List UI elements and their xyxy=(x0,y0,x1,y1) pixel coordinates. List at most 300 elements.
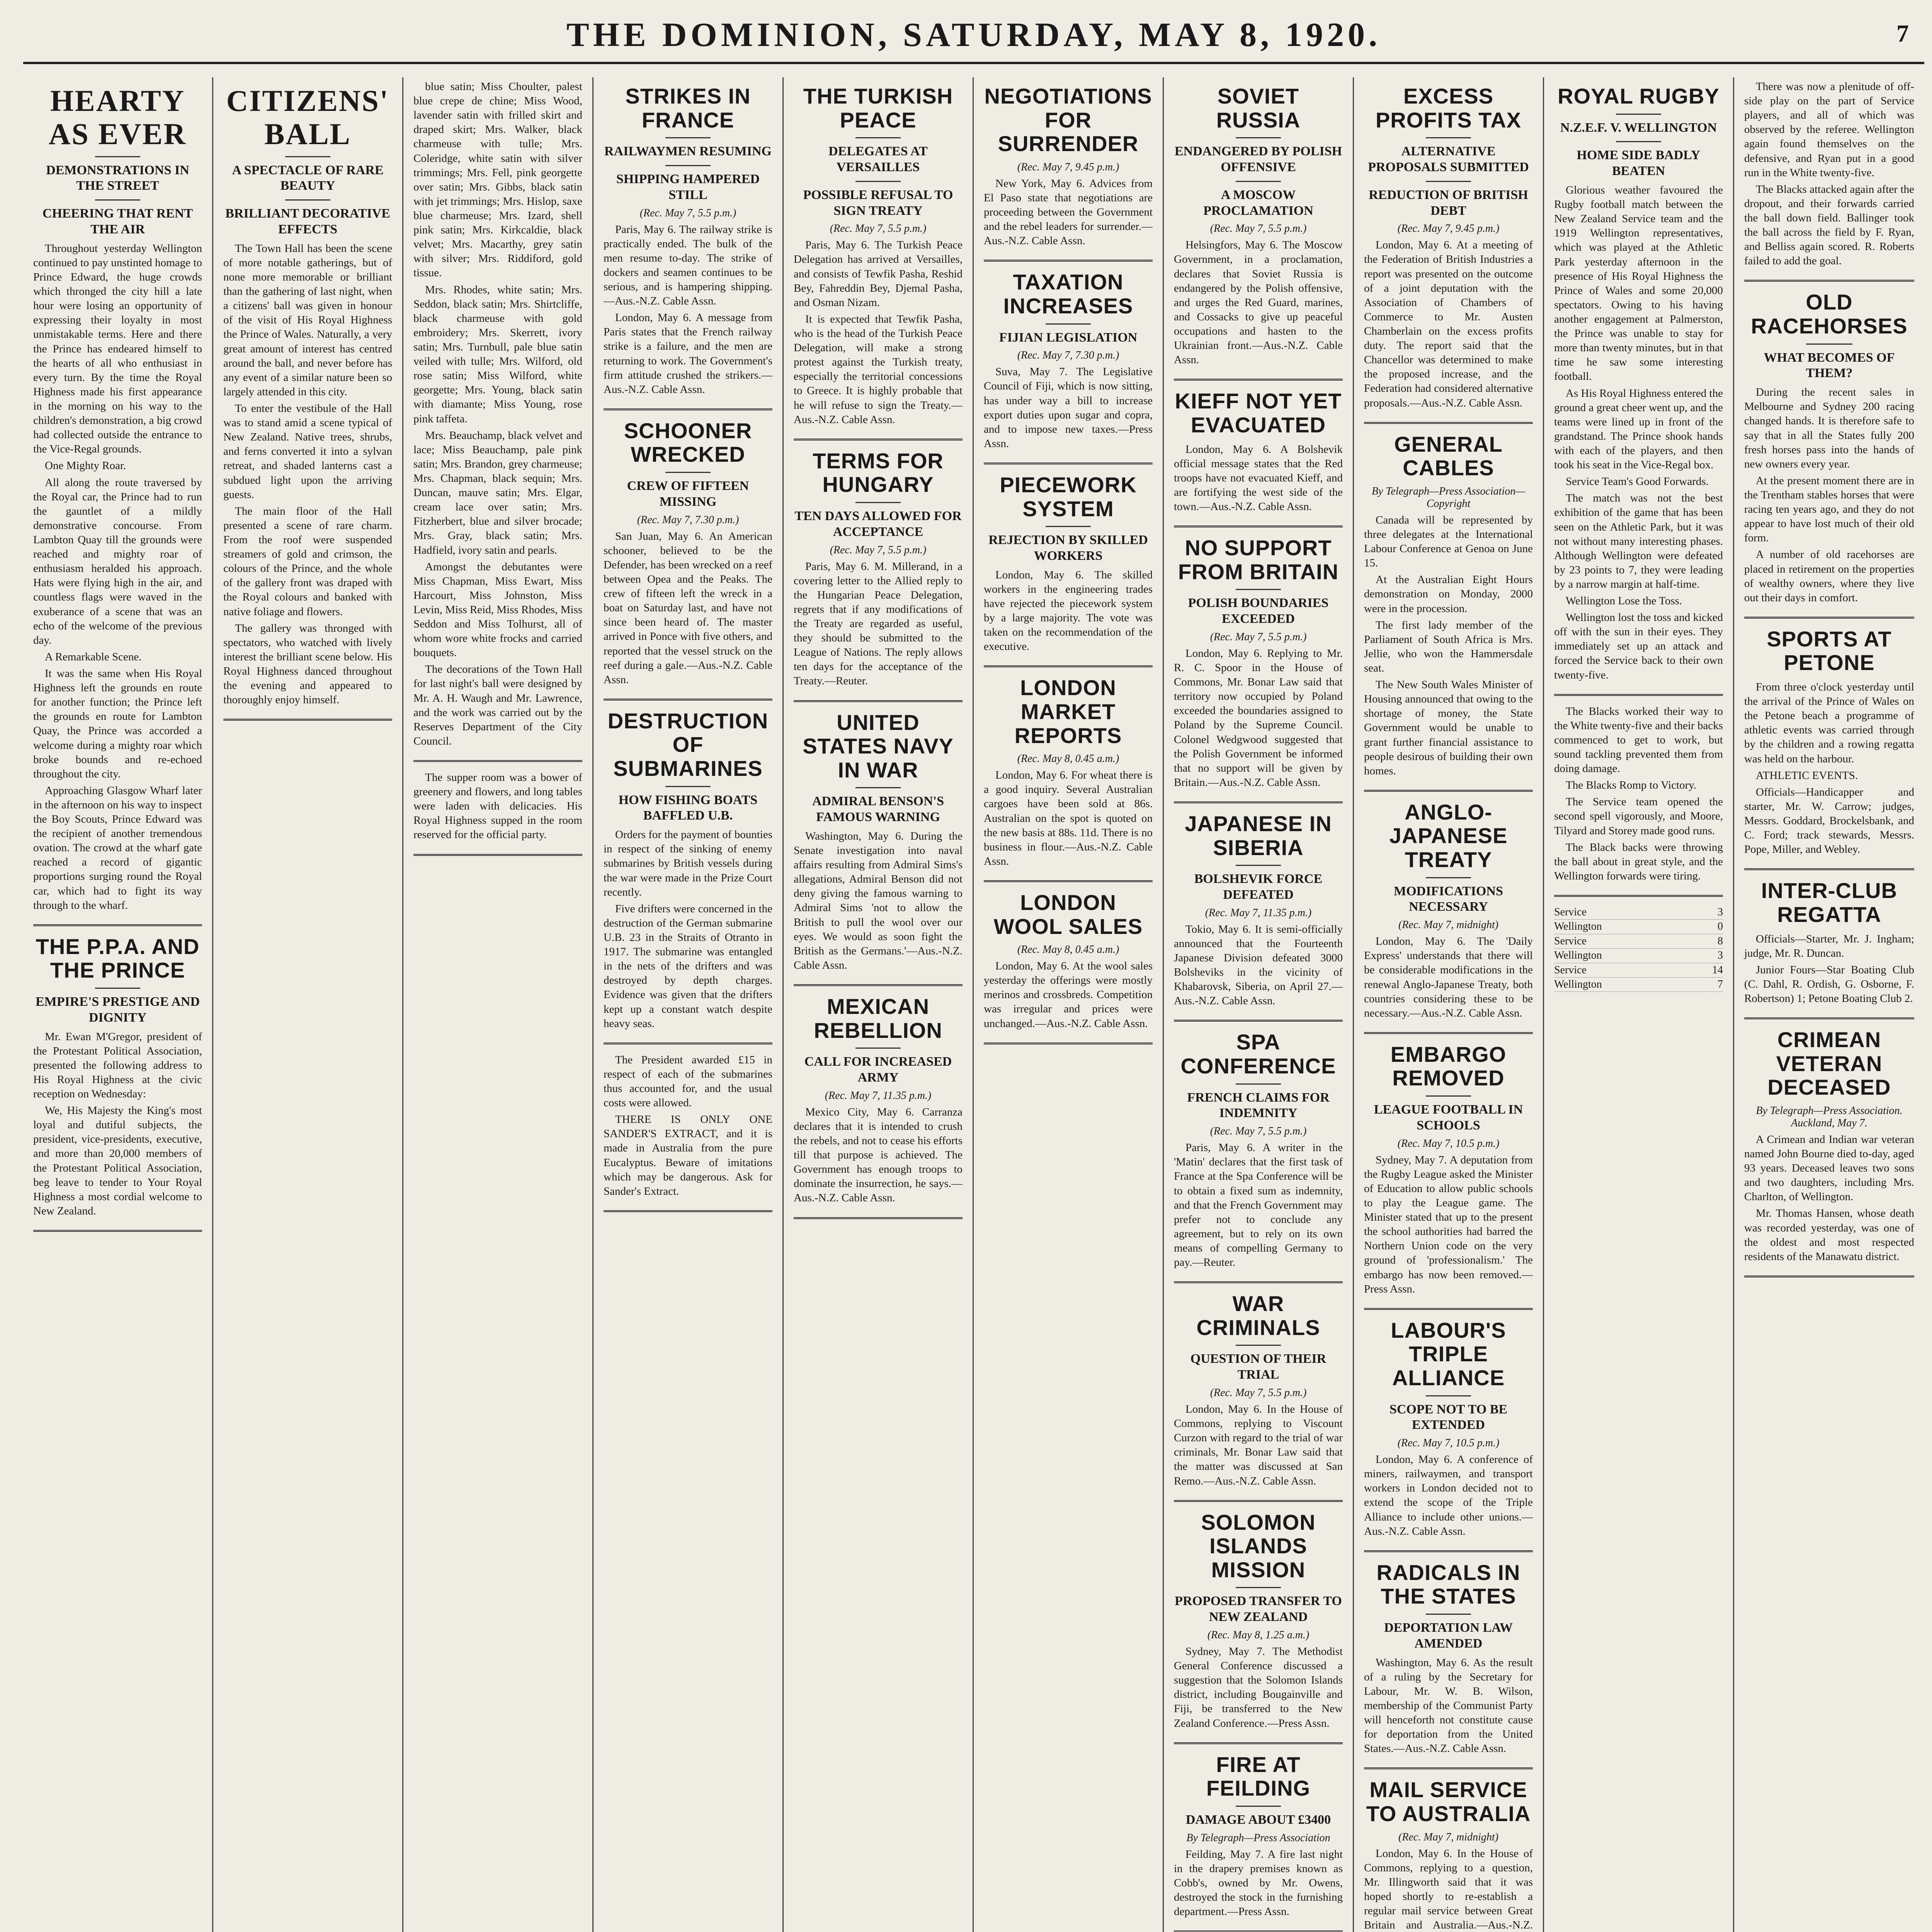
article xyxy=(1364,1043,1533,1296)
article xyxy=(1744,290,1914,605)
headline-rule xyxy=(855,181,901,182)
headline-rule xyxy=(95,199,140,201)
article-divider xyxy=(1364,1032,1533,1034)
article-subhead: HOME SIDE BADLY BEATEN xyxy=(1577,148,1701,179)
article-paragraph: Wellington Lose the Toss. xyxy=(1566,595,1682,607)
article-paragraph: The Blacks worked their way to the White twenty-five and their backs commenced to get to work, but sound tackling prevented them from doing damage. xyxy=(1554,705,1723,775)
article xyxy=(794,84,963,427)
article-paragraph: Throughout yesterday Wellington continued to pay unstinted homage to Prince Edward, the huge crowds which thronged the city hill a late hour were losing an opportunity of expressing their loyalty in most unmistakable terms. Here and there the Prince has endeared himself to the hearts of all who enthusiast in every turn. By the time the Royal Highness made his first appearance in the morning on his way to the children's demonstration, a big crowd had collected outside the entrance to the Vice-Regal grounds. xyxy=(33,242,202,456)
article-divider xyxy=(413,854,582,856)
article-divider xyxy=(794,439,963,440)
article xyxy=(604,84,772,397)
article-divider xyxy=(1174,1281,1343,1283)
article-subhead: EMPIRE'S PRESTIGE AND DIGNITY xyxy=(35,995,200,1025)
article-dateline: (Rec. May 8, 0.45 a.m.) xyxy=(1017,753,1119,765)
article xyxy=(604,1053,772,1199)
article-paragraph: One Mighty Roar. xyxy=(45,459,126,472)
article-divider xyxy=(1744,617,1914,619)
article-divider xyxy=(1174,1930,1343,1932)
article-dateline: (Rec. May 7, 11.35 p.m.) xyxy=(1205,906,1312,919)
headline-rule xyxy=(665,472,711,473)
newspaper-page xyxy=(23,77,1924,1932)
article xyxy=(1174,1292,1343,1488)
article-subhead: QUESTION OF THEIR TRIAL xyxy=(1190,1352,1327,1382)
score-points: 3 xyxy=(1718,949,1723,962)
headline-rule xyxy=(1426,1614,1471,1615)
article-paragraph: From three o'clock yesterday until the arrival of the Prince of Wales on the Petone beach a programme of athletic events was carried through by the children and a rowing regatta was held on the harbour. xyxy=(1744,681,1914,765)
article xyxy=(1364,1778,1533,1932)
article-divider xyxy=(413,760,582,762)
article-headline: DESTRUCTION OF SUBMARINES xyxy=(607,708,769,781)
article-subhead: REJECTION BY SKILLED WORKERS xyxy=(988,533,1148,563)
article-subhead: BRILLIANT DECORATIVE EFFECTS xyxy=(225,206,390,236)
article-dateline: (Rec. May 7, 5.5 p.m.) xyxy=(639,207,736,219)
article-paragraph: Paris, May 6. M. Millerand, in a covering letter to the Allied reply to the Hungarian Peace Delegation, regrets that if any modifications of the Treaty are regarded as useful, they should be submitted to the League of Nations. The reply allows ten days for the acceptance of the Treaty.—Reuter. xyxy=(794,560,963,687)
article xyxy=(1364,1561,1533,1756)
headline-rule xyxy=(855,137,901,138)
headline-rule xyxy=(95,988,140,989)
newspaper-column xyxy=(213,77,403,1932)
headline-rule xyxy=(1046,323,1091,325)
article xyxy=(33,935,202,1218)
newspaper-column xyxy=(1544,77,1734,1932)
article-divider xyxy=(1174,379,1343,381)
article-paragraph: We, His Majesty the King's most loyal and dutiful subjects, the president, vice-presidents, executive, and more than 20,000 members of the Protestant Political Association, beg leave to tender to Your Royal Highness a most cordial welcome to New Zealand. xyxy=(33,1104,202,1217)
score-row xyxy=(1554,949,1723,963)
headline-rule xyxy=(1806,344,1852,345)
article-subhead: A MOSCOW PROCLAMATION xyxy=(1203,187,1313,218)
article-paragraph: The gallery was thronged with spectators, who watched with lively interest the brilliant scene below. His Royal Highness danced throughout the evening and appeared to thoroughly enjoy himself. xyxy=(223,622,392,706)
article-headline: GENERAL CABLES xyxy=(1394,432,1503,480)
article xyxy=(1744,1028,1914,1264)
article-divider xyxy=(794,1217,963,1219)
article-dateline: (Rec. May 7, midnight) xyxy=(1398,919,1498,931)
headline-rule xyxy=(1236,1806,1281,1807)
headline-rule xyxy=(855,787,901,788)
article-paragraph: Approaching Glasgow Wharf later in the afternoon on his way to inspect the Boy Scouts, Prince Edward was the recipient of another tremendous ovation. The crowd at the wharf gate reached a record of gigantic proportions surging round the Royal car, which had to fight its way through to the wharf. xyxy=(33,784,202,912)
article-subhead: DEMONSTRATIONS IN THE STREET xyxy=(46,163,189,193)
article-paragraph: The Blacks Romp to Victory. xyxy=(1566,779,1697,792)
article-paragraph: As His Royal Highness entered the ground a great cheer went up, and the teams were lined up in front of the grandstand. The Prince shook hands with each of the players, and then took his seat in the Vice-Regal box. xyxy=(1554,387,1723,471)
article xyxy=(604,419,772,687)
article-subhead: CHEERING THAT RENT THE AIR xyxy=(42,206,193,236)
article-subhead: HOW FISHING BOATS BAFFLED U.B. xyxy=(618,793,758,823)
article-headline: MAIL SERVICE TO AUSTRALIA xyxy=(1366,1777,1531,1826)
headline-rule xyxy=(665,137,711,138)
article-subhead: BOLSHEVIK FORCE DEFEATED xyxy=(1194,872,1323,902)
article-divider xyxy=(984,1043,1153,1044)
article-headline: LABOUR'S TRIPLE ALLIANCE xyxy=(1391,1318,1506,1390)
score-team: Service xyxy=(1554,935,1587,947)
headline-rule xyxy=(1236,1083,1281,1085)
article-paragraph: The Service team opened the second spell vigorously, and Moore, Tilyard and Storey made good runs. xyxy=(1554,796,1723,837)
article-dateline: (Rec. May 7, 5.5 p.m.) xyxy=(830,544,927,556)
article-subhead: RAILWAYMEN RESUMING xyxy=(604,144,772,159)
article-headline: JAPANESE IN SIBERIA xyxy=(1185,811,1332,860)
article-paragraph: To enter the vestibule of the Hall was to stand amid a scene typical of New Zealand. Native trees, shrubs, and ferns converted it into a sylvan retreat, and shaded lanterns cast a subdued light upon the arriving guests. xyxy=(223,402,392,501)
article-dateline: By Telegraph—Press Association—Copyright xyxy=(1371,485,1526,510)
article xyxy=(604,709,772,1031)
article-divider xyxy=(1554,694,1723,696)
score-team: Wellington xyxy=(1554,920,1602,933)
article-divider xyxy=(604,408,772,410)
article-divider xyxy=(1744,868,1914,870)
article-divider xyxy=(1744,1276,1914,1277)
article-headline: NO SUPPORT FROM BRITAIN xyxy=(1178,536,1339,584)
article-paragraph: Glorious weather favoured the Rugby football match between the New Zealand Service team and the 1919 Wellington representatives, which was played at the Athletic Park yesterday afternoon in the presence of His Royal Highness the Prince of Wales and some 20,000 spectators. Owing to his having another engagement at Palmerston, the Prince was unable to stay for more than twenty minutes, but in that time he saw some interesting football. xyxy=(1554,184,1723,383)
article-dateline: (Rec. May 7, 7.30 p.m.) xyxy=(1017,349,1119,362)
score-team: Service xyxy=(1554,964,1587,976)
article-subhead: MODIFICATIONS NECESSARY xyxy=(1394,884,1503,914)
article-paragraph: Sydney, May 7. A deputation from the Rugby League asked the Minister of Education to allow public schools to play the League game. The Minister stated that up to the present the school authorities had barred the Northern Union code on the very ground of 'professionalism.' The embargo has now been removed.—Press Assn. xyxy=(1364,1153,1533,1295)
newspaper-column xyxy=(1354,77,1544,1932)
article-paragraph: Five drifters were concerned in the destruction of the German submarine U.B. 23 in the Straits of Otranto in 1917. The submarine was entangled in the nets of the drifters and was destroyed by depth charges. Evidence was given that the drifters kept up a constant watch despite heavy seas. xyxy=(604,902,772,1030)
article-paragraph: London, May 6. The skilled workers in the engineering trades have rejected the piecework system by a large majority. The vote was taken on the recommendation of the executive. xyxy=(984,568,1153,653)
article-headline: LONDON MARKET REPORTS xyxy=(1014,675,1122,748)
score-team: Wellington xyxy=(1554,949,1602,962)
article-paragraph: London, May 6. At a meeting of the Federation of British Industries a report was presented on the outcome of a joint deputation with the Association of Chambers of Commerce to Mr. Austen Chamberlain on the excess profits duty. The report said that the Chancellor was determined to make the proposed increase, and the Federation had considered alternative proposals.—Aus.-N.Z. Cable Assn. xyxy=(1364,239,1533,409)
headline-rule xyxy=(1426,1095,1471,1097)
article-paragraph: The Blacks attacked again after the dropout, and their forwards carried the ball down field. Ballinger took the ball across the field by F. Ryan, and Belliss again scored. R. Roberts failed to add the goal. xyxy=(1744,183,1914,267)
article-headline: STRIKES IN FRANCE xyxy=(625,84,751,132)
article-paragraph: New York, May 6. Advices from El Paso state that negotiations are proceeding between the Government and the rebel leaders for surrender.—Aus.-N.Z. Cable Assn. xyxy=(984,177,1153,247)
article-paragraph: London, May 6. At the wool sales yesterday the offerings were mostly merinos and crossbreds. Competition was irregular and prices were unchanged.—Aus.-N.Z. Cable Assn. xyxy=(984,960,1153,1030)
article-divider xyxy=(33,924,202,926)
article-divider xyxy=(1364,1308,1533,1310)
article xyxy=(1744,80,1914,268)
article-paragraph: Amongst the debutantes were Miss Chapman, Miss Ewart, Miss Harcourt, Miss Johnston, Miss Levin, Miss Reid, Miss Rhodes, Miss Seddon and Miss Tolhurst, all of whom wore white frocks and carried bouquets. xyxy=(413,560,582,659)
article-paragraph: The decorations of the Town Hall for last night's ball were designed by Mr. A. H. Waugh and Mr. Lawrence, and the work was carried out by the Reserves Department of the City Council. xyxy=(413,663,582,747)
article-subhead: DEPORTATION LAW AMENDED xyxy=(1384,1620,1513,1651)
article-headline: SOVIET RUSSIA xyxy=(1216,84,1301,132)
article-paragraph: Washington, May 6. As the result of a ruling by the Secretary for Labour, Mr. W. B. Wilson, membership of the Communist Party will henceforth not constitute cause for deportation from the United States.—Aus.-N.Z. Cable Assn. xyxy=(1364,1656,1533,1755)
article-paragraph: Washington, May 6. During the Senate investigation into naval affairs resulting from Admiral Sims's allegations, Admiral Benson did not deny giving the famous warning to Admiral Sims 'not to allow the British to pull the wool over our eyes. We would as soon fight the British as the Germans.'—Aus.-N.Z. Cable Assn. xyxy=(794,830,963,971)
article-headline: INTER-CLUB REGATTA xyxy=(1761,878,1898,927)
article-divider xyxy=(794,700,963,702)
article-headline: FIRE AT FEILDING xyxy=(1206,1752,1311,1801)
article-subhead: PROPOSED TRANSFER TO NEW ZEALAND xyxy=(1175,1594,1342,1624)
article-divider xyxy=(794,984,963,986)
headline-rule xyxy=(95,156,140,157)
article-paragraph: blue satin; Miss Choulter, palest blue crepe de chine; Miss Wood, lavender satin with frilled skirt and draped skirt; Mrs. Walker, black charmeuse with tulle; Mrs. Coleridge, white satin with silver trimmings; Mrs. Fell, pink georgette over satin; Mrs. Gibbs, black satin with jet trimmings; Mrs. Hislop, saxe blue charmeuse; Mrs. Izard, shell pink satin; Mrs. Kirkcaldie, black velvet; Mrs. Macarthy, grey satin with silver; Mrs. Riddiford, gold tissue. xyxy=(413,80,582,279)
article-paragraph: The main floor of the Hall presented a scene of rare charm. From the roof were suspended streamers of gold and crimson, the colours of the Prince, and the whole of the gallery front was draped with the Royal colours and banked with native foliage and flowers. xyxy=(223,505,392,618)
article xyxy=(1174,84,1343,367)
article xyxy=(1364,432,1533,778)
article-headline: LONDON WOOL SALES xyxy=(993,890,1143,939)
article-divider xyxy=(1744,280,1914,282)
article-dateline: (Rec. May 7, 9.45 p.m.) xyxy=(1017,161,1119,173)
article-dateline: (Rec. May 7, 11.35 p.m.) xyxy=(825,1089,932,1102)
article-paragraph: Mrs. Beauchamp, black velvet and lace; Miss Beauchamp, pale pink satin; Mrs. Brandon, grey charmeuse; Mrs. Chapman, black sequin; Mrs. Duncan, mauve satin; Mrs. Elgar, cream lace over satin; Mrs. Fitzherbert, blue and silver brocade; Mrs. Gray, black satin; Mrs. Hadfield, ivory satin and pearls. xyxy=(413,429,582,556)
page-number: 7 xyxy=(1896,20,1909,47)
headline-rule xyxy=(1426,137,1471,138)
article-dateline: (Rec. May 7, midnight) xyxy=(1398,1831,1498,1843)
article-divider xyxy=(604,1043,772,1044)
score-points: 7 xyxy=(1718,978,1723,990)
article-headline: ROYAL RUGBY xyxy=(1558,84,1719,108)
headline-rule xyxy=(285,156,330,157)
article-paragraph: At the Australian Eight Hours demonstration on Monday, 2000 were in the procession. xyxy=(1364,573,1533,615)
article-paragraph: Mexico City, May 6. Carranza declares that it is intended to crush the rebels, and not to cease his efforts till that purpose is achieved. The Government has enough troops to dominate the insurrection, he says.—Aus.-N.Z. Cable Assn. xyxy=(794,1105,963,1204)
article-headline: TERMS FOR HUNGARY xyxy=(813,448,944,497)
article-headline: WAR CRIMINALS xyxy=(1196,1291,1320,1340)
score-team: Wellington xyxy=(1554,978,1602,990)
newspaper-column xyxy=(403,77,594,1932)
article-subhead: LEAGUE FOOTBALL IN SCHOOLS xyxy=(1374,1102,1523,1133)
article-paragraph: There was now a plenitude of off-side play on the part of Service players, and all of which was observed by the referee. Wellington again found themselves on the defensive, and Ryan put in a good run in the White twenty-five. xyxy=(1744,80,1914,179)
article-divider xyxy=(33,1230,202,1232)
score-team: Service xyxy=(1554,906,1587,918)
headline-rule xyxy=(1426,181,1471,182)
score-points: 3 xyxy=(1718,906,1723,918)
article xyxy=(33,84,202,913)
article-paragraph: Officials—Starter, Mr. J. Ingham; judge, Mr. R. Duncan. xyxy=(1744,932,1914,959)
score-row xyxy=(1554,905,1723,920)
article xyxy=(223,84,392,707)
article xyxy=(1364,84,1533,410)
article-subhead: REDUCTION OF BRITISH DEBT xyxy=(1369,187,1528,218)
article-paragraph: It is expected that Tewfik Pasha, who is the head of the Turkish Peace Delegation, will make a strong protest against the Turkish treaty, especially the territorial concessions to Greece. It is highly probable that he will refuse to sign the Treaty.—Aus.-N.Z. Cable Assn. xyxy=(794,313,963,426)
article-subhead: POSSIBLE REFUSAL TO SIGN TREATY xyxy=(803,187,953,218)
article-divider xyxy=(1554,895,1723,897)
score-points: 0 xyxy=(1718,920,1723,933)
article-paragraph: Mrs. Rhodes, white satin; Mrs. Seddon, black satin; Mrs. Shirtcliffe, black charmeuse with gold embroidery; Mrs. Skerrett, ivory satin; Mrs. Turnbull, pale blue satin veiled with tulle; Mrs. Wilford, old rose satin; Miss Wilford, white georgette; Mrs. Young, black satin with diamante; Miss Young, rose pink taffeta. xyxy=(413,283,582,425)
article-divider xyxy=(1174,801,1343,803)
article-subhead: WHAT BECOMES OF THEM? xyxy=(1764,350,1895,381)
article-paragraph: Officials—Handicapper and starter, Mr. W. Carrow; judges, Messrs. Goddard, Brockelsbank, and C. Ford; track stewards, Messrs. Pope, Miller, and Webley. xyxy=(1744,786,1914,856)
article xyxy=(794,449,963,689)
article xyxy=(794,995,963,1206)
article-divider xyxy=(1174,1020,1343,1022)
article-dateline: (Rec. May 7, 5.5 p.m.) xyxy=(1210,223,1307,235)
headline-rule xyxy=(665,786,711,787)
headline-rule xyxy=(285,199,330,201)
article-paragraph: The Town Hall has been the scene of more notable gatherings, but of none more memorable or brilliant than the gathering of last night, when a citizens' ball was given in honour of the visit of His Royal Highness the Prince of Wales. Naturally, a very great amount of interest has centred around the ball, and never before has any event of a similar nature been so largely attended in this city. xyxy=(223,242,392,398)
article-paragraph: THERE IS ONLY ONE SANDER'S EXTRACT, and it is made in Australia from the pure Eucalyptus. Beware of imitations which may be dangerous. Ask for Sander's Extract. xyxy=(604,1113,772,1197)
article-dateline: (Rec. May 7, 5.5 p.m.) xyxy=(1210,631,1307,643)
article xyxy=(1174,812,1343,1008)
score-row xyxy=(1554,934,1723,949)
headline-rule xyxy=(1236,137,1281,138)
headline-rule xyxy=(1236,589,1281,590)
article-headline: THE TURKISH PEACE xyxy=(803,84,953,132)
article-paragraph: Sydney, May 7. The Methodist General Conference discussed a suggestion that the Solomon Islands district, including Bougainville and Fiji, be transferred to the New Zealand Conference.—Press Assn. xyxy=(1174,1645,1343,1730)
article-dateline: By Telegraph—Press Association xyxy=(1186,1832,1330,1844)
article-paragraph: All along the route traversed by the Royal car, the Prince had to run the gauntlet of a mildly demonstrative concourse. From Lambton Quay till the grounds were reached and mighty roar of enthusiasm heralded his approach. Hats were flying high in the air, and countless flags were waved in the exuberance of a scene that was an echo of the welcome of the previous day. xyxy=(33,476,202,646)
article-headline: PIECEWORK SYSTEM xyxy=(1000,472,1137,521)
article-dateline: (Rec. May 7, 10.5 p.m.) xyxy=(1397,1437,1500,1449)
article xyxy=(984,891,1153,1031)
article-dateline: (Rec. May 7, 9.45 p.m.) xyxy=(1397,223,1500,235)
article-paragraph: London, May 6. Replying to Mr. R. C. Spoor in the House of Commons, Mr. Bonar Law said that territory now occupied by Poland exceeded the boundaries assigned to Poland by the Supreme Council. Colonel Wedgwood suggested that the Polish Government be informed that no support will be given by Britain.—Aus.-N.Z. Cable Assn. xyxy=(1174,647,1343,789)
newspaper-column xyxy=(974,77,1164,1932)
article-paragraph: The New South Wales Minister of Housing announced that owing to the shortage of money, the State Government would be unable to grant further financial assistance to people desirous of building their own homes. xyxy=(1364,679,1533,777)
article-paragraph: London, May 6. In the House of Commons, replying to a question, Mr. Illingworth said that it was hoped shortly to re-establish a regular mail service between Great Britain and Australia.—Aus.-N.Z. xyxy=(1364,1847,1533,1932)
article-paragraph: The supper room was a bower of greenery and flowers, and long tables were laden with delicacies. His Royal Highness supped in the room reserved for the official party. xyxy=(413,771,582,841)
article-divider xyxy=(1174,1500,1343,1502)
article xyxy=(1744,879,1914,1006)
article-paragraph: Mr. Ewan M'Gregor, president of the Protestant Political Association, presented the following address to His Royal Highness at the civic reception on Wednesday: xyxy=(33,1030,202,1100)
headline-rule xyxy=(1616,141,1661,142)
article-paragraph: A Remarkable Scene. xyxy=(45,650,142,663)
article-subhead: N.Z.E.F. V. WELLINGTON xyxy=(1560,120,1717,135)
article-headline: NEGOTIATIONS FOR SURRENDER xyxy=(984,84,1152,156)
headline-rule xyxy=(1236,181,1281,182)
article xyxy=(1554,704,1723,883)
article-paragraph: Feilding, May 7. A fire last night in the drapery premises known as Cobb's, owned by Mr. Owens, destroyed the stock in the furnishing department.—Press Assn. xyxy=(1174,1848,1343,1918)
score-row xyxy=(1554,963,1723,978)
article-dateline: (Rec. May 8, 0.45 a.m.) xyxy=(1017,944,1119,956)
article-paragraph: Tokio, May 6. It is semi-officially announced that the Fourteenth Japanese Division defeated 3000 Bolsheviks in the vicinity of Khabarovsk, Siberia, on April 27.—Aus.-N.Z. Cable Assn. xyxy=(1174,923,1343,1007)
article-subhead: FIJIAN LEGISLATION xyxy=(999,330,1138,345)
headline-rule xyxy=(1426,1395,1471,1396)
article-headline: MEXICAN REBELLION xyxy=(814,994,942,1043)
article-divider xyxy=(1174,526,1343,527)
newspaper-column xyxy=(784,77,974,1932)
article-divider xyxy=(984,463,1153,464)
article-subhead: POLISH BOUNDARIES EXCEEDED xyxy=(1188,596,1329,626)
article-subhead: ENDANGERED BY POLISH OFFENSIVE xyxy=(1174,144,1342,174)
article xyxy=(1174,1030,1343,1270)
headline-rule xyxy=(1046,526,1091,527)
article xyxy=(1174,536,1343,790)
article-subhead: ALTERNATIVE PROPOSALS SUBMITTED xyxy=(1368,144,1529,174)
score-row xyxy=(1554,920,1723,934)
article-headline: EXCESS PROFITS TAX xyxy=(1375,84,1522,132)
headline-rule xyxy=(855,1048,901,1049)
article-paragraph: Suva, May 7. The Legislative Council of Fiji, which is now sitting, has under way a bill to increase export duties upon sugar and copra, and to impose new taxes.—Press Assn. xyxy=(984,366,1153,450)
article-headline: OLD RACEHORSES xyxy=(1751,290,1908,338)
article-paragraph: London, May 6. A conference of miners, railwaymen, and transport workers in London decided not to extend the scope of the Triple Alliance to include other unions.—Aus.-N.Z. Cable Assn. xyxy=(1364,1453,1533,1537)
article-dateline: (Rec. May 7, 5.5 p.m.) xyxy=(830,223,927,235)
headline-rule xyxy=(855,502,901,503)
article-subhead: SHIPPING HAMPERED STILL xyxy=(616,172,760,202)
article-divider xyxy=(1364,1550,1533,1552)
article xyxy=(413,770,582,842)
headline-rule xyxy=(1236,1587,1281,1588)
article-headline: EMBARGO REMOVED xyxy=(1390,1042,1507,1090)
article-subhead: DELEGATES AT VERSAILLES xyxy=(828,144,928,174)
newspaper-masthead: THE DOMINION, SATURDAY, MAY 8, 1920. xyxy=(566,16,1381,54)
newspaper-column xyxy=(594,77,784,1932)
article-paragraph: Orders for the payment of bounties in respect of the sinking of enemy submarines by British vessels during the war were made in the Prize Court recently. xyxy=(604,828,772,898)
article-paragraph: Service Team's Good Forwards. xyxy=(1566,475,1709,488)
article xyxy=(1174,1510,1343,1731)
article-subhead: ADMIRAL BENSON'S FAMOUS WARNING xyxy=(812,794,944,825)
article-paragraph: San Juan, May 6. An American schooner, believed to be the Defender, has been wrecked on a reef between Opea and the Peaks. The crew of fifteen left the wreck in a boat on Saturday last, and have not since been heard of. The master arrived in Ponce with five others, and reported that the vessel struck on the reef during a gale.—Aus.-N.Z. Cable Assn. xyxy=(604,530,772,686)
article-divider xyxy=(1174,1742,1343,1744)
article-paragraph: London, May 6. In the House of Commons, replying to Viscount Curzon with regard to the trial of war criminals, Mr. Bonar Law said that the matter was discussed at San Remo.—Aus.-N.Z. Cable Assn. xyxy=(1174,1403,1343,1487)
article-divider xyxy=(604,1210,772,1212)
article-divider xyxy=(984,260,1153,262)
article-subhead: TEN DAYS ALLOWED FOR ACCEPTANCE xyxy=(794,509,962,539)
article xyxy=(413,80,582,748)
article-paragraph: ATHLETIC EVENTS. xyxy=(1756,769,1858,782)
article-paragraph: Canada will be represented by three delegates at the International Labour Conference at Genoa on June 15. xyxy=(1364,514,1533,570)
headline-rule xyxy=(665,165,711,166)
article-dateline: (Rec. May 7, 5.5 p.m.) xyxy=(1210,1125,1307,1138)
article-headline: THE P.P.A. AND THE PRINCE xyxy=(36,934,200,983)
article-divider xyxy=(1364,422,1533,424)
article xyxy=(984,84,1153,248)
article-headline: SPA CONFERENCE xyxy=(1180,1030,1336,1078)
article-paragraph: Mr. Thomas Hansen, whose death was recorded yesterday, was one of the oldest and most respected residents of the Manawatu district. xyxy=(1744,1207,1914,1263)
article-paragraph: A number of old racehorses are placed in retirement on the properties of wealthy owners, where they live out their days in comfort. xyxy=(1744,548,1914,604)
article-paragraph: The President awarded £15 in respect of each of the submarines thus accounted for, and the usual costs were allowed. xyxy=(604,1053,772,1109)
article-divider xyxy=(984,665,1153,667)
article xyxy=(984,270,1153,451)
article-headline: CRIMEAN VETERAN DECEASED xyxy=(1767,1027,1891,1100)
article xyxy=(794,711,963,973)
article-dateline: (Rec. May 7, 7.30 p.m.) xyxy=(637,514,739,526)
article-divider xyxy=(604,699,772,701)
article-paragraph: The match was not the best exhibition of the game that has been seen on the Athletic Park, but it was not without many interesting phases. Although Wellington were defeated by 23 points to 7, they were leading by a narrow margin at half-time. xyxy=(1554,492,1723,590)
score-points: 14 xyxy=(1712,964,1723,976)
article xyxy=(1744,627,1914,857)
newspaper-column xyxy=(1734,77,1924,1932)
newspaper-column xyxy=(23,77,213,1932)
article-dateline: (Rec. May 7, 5.5 p.m.) xyxy=(1210,1386,1307,1399)
article-subhead: A SPECTACLE OF RARE BEAUTY xyxy=(232,163,384,193)
article-paragraph: London, May 6. A message from Paris states that the French railway strike is a failure, and the men are returning to work. The Government's firm attitude crushed the strikers.—Aus.-N.Z. Cable Assn. xyxy=(604,311,772,396)
article-paragraph: At the present moment there are in the Trentham stables horses that were racing ten years ago, and they do not appear to have lost much of their old form. xyxy=(1744,474,1914,544)
article-paragraph: Junior Fours—Star Boating Club (C. Dahl, R. Ordish, G. Osborne, F. Robertson) 1; Petone Boating Club 2. xyxy=(1744,963,1914,1005)
article-paragraph: The first lady member of the Parliament of South Africa is Mrs. Jellie, who won the Hammersdale seat. xyxy=(1364,619,1533,674)
article-paragraph: Paris, May 6. A writer in the 'Matin' declares that the first task of France at the Spa Conference will be to obtain a fixed sum as indemnity, and that the French Government may prefer not to conclude any agreement, but to rely on its own means of compelling Germany to pay.—Reuter. xyxy=(1174,1141,1343,1269)
article-subhead: FRENCH CLAIMS FOR INDEMNITY xyxy=(1187,1090,1330,1121)
headline-rule xyxy=(1616,114,1661,115)
newspaper-column xyxy=(1164,77,1354,1932)
article-headline: KIEFF NOT YET EVACUATED xyxy=(1175,389,1342,437)
article-dateline: (Rec. May 7, 10.5 p.m.) xyxy=(1397,1137,1500,1150)
article-subhead: CREW OF FIFTEEN MISSING xyxy=(627,479,749,509)
article-paragraph: During the recent sales in Melbourne and Sydney 200 racing changed hands. It is therefore safe to say that in all the States fully 200 fresh horses pass into the hands of new owners every year. xyxy=(1744,386,1914,470)
article-divider xyxy=(1364,1767,1533,1769)
article-divider xyxy=(984,880,1153,882)
article-paragraph: The Black backs were throwing the ball about in great style, and the Wellington forwards were tiring. xyxy=(1554,841,1723,882)
article xyxy=(984,473,1153,654)
article-divider xyxy=(223,719,392,721)
headline-rule xyxy=(1236,1345,1281,1346)
article-paragraph: Wellington lost the toss and kicked off with the sun in their eyes. They immediately set up an attack and forced the Service back to their own twenty-five. xyxy=(1554,611,1723,681)
article-headline: TAXATION INCREASES xyxy=(1003,270,1133,318)
article-dateline: (Rec. May 8, 1.25 a.m.) xyxy=(1207,1629,1310,1641)
article-paragraph: A Crimean and Indian war veteran named John Bourne died to-day, aged 93 years. Deceased leaves two sons and two daughters, including Mrs. Charlton, of Wellington. xyxy=(1744,1133,1914,1203)
article-headline: RADICALS IN THE STATES xyxy=(1376,1560,1520,1609)
article-headline: CITIZENS' BALL xyxy=(226,84,389,151)
article-divider xyxy=(1364,790,1533,792)
score-points: 8 xyxy=(1718,935,1723,947)
article-subhead: CALL FOR INCREASED ARMY xyxy=(804,1054,952,1085)
article-dateline: By Telegraph—Press Association. Auckland, May 7. xyxy=(1756,1104,1903,1129)
headline-rule xyxy=(1426,877,1471,878)
article xyxy=(1364,800,1533,1020)
article-headline: SPORTS AT PETONE xyxy=(1767,626,1892,675)
page-header xyxy=(23,8,1924,64)
article-headline: SOLOMON ISLANDS MISSION xyxy=(1201,1510,1316,1582)
article-paragraph: Paris, May 6. The Turkish Peace Delegation has arrived at Versailles, and consists of Tewfik Pasha, Reshid Bey, Fahreddin Bey, Djemal Pasha, and Osman Nizam. xyxy=(794,239,963,309)
article-paragraph: It was the same when His Royal Highness left the grounds en route for another function; the Prince left the grounds en route for Lambton Quay, the Prince was accorded a welcome during a mighty roar which broke bounds and re-echoed throughout the city. xyxy=(33,667,202,780)
article xyxy=(1174,1753,1343,1919)
article xyxy=(984,676,1153,869)
article-headline: SCHOONER WRECKED xyxy=(624,418,752,467)
article xyxy=(1554,84,1723,682)
headline-rule xyxy=(1236,865,1281,866)
article-headline: UNITED STATES NAVY IN WAR xyxy=(803,710,954,782)
article-paragraph: London, May 6. For wheat there is a good inquiry. Several Australian cargoes have been sold at 86s. Australian on the spot is quoted on the new basis at 88s. 11d. There is no business in flour.—Aus.-N.Z. Cable Assn. xyxy=(984,769,1153,867)
article-paragraph: Paris, May 6. The railway strike is practically ended. The bulk of the men resume to-day. The strike of dockers and seamen continues to be serious, and is hampering shipping.—Aus.-N.Z. Cable Assn. xyxy=(604,223,772,308)
article-subhead: DAMAGE ABOUT £3400 xyxy=(1185,1812,1331,1827)
